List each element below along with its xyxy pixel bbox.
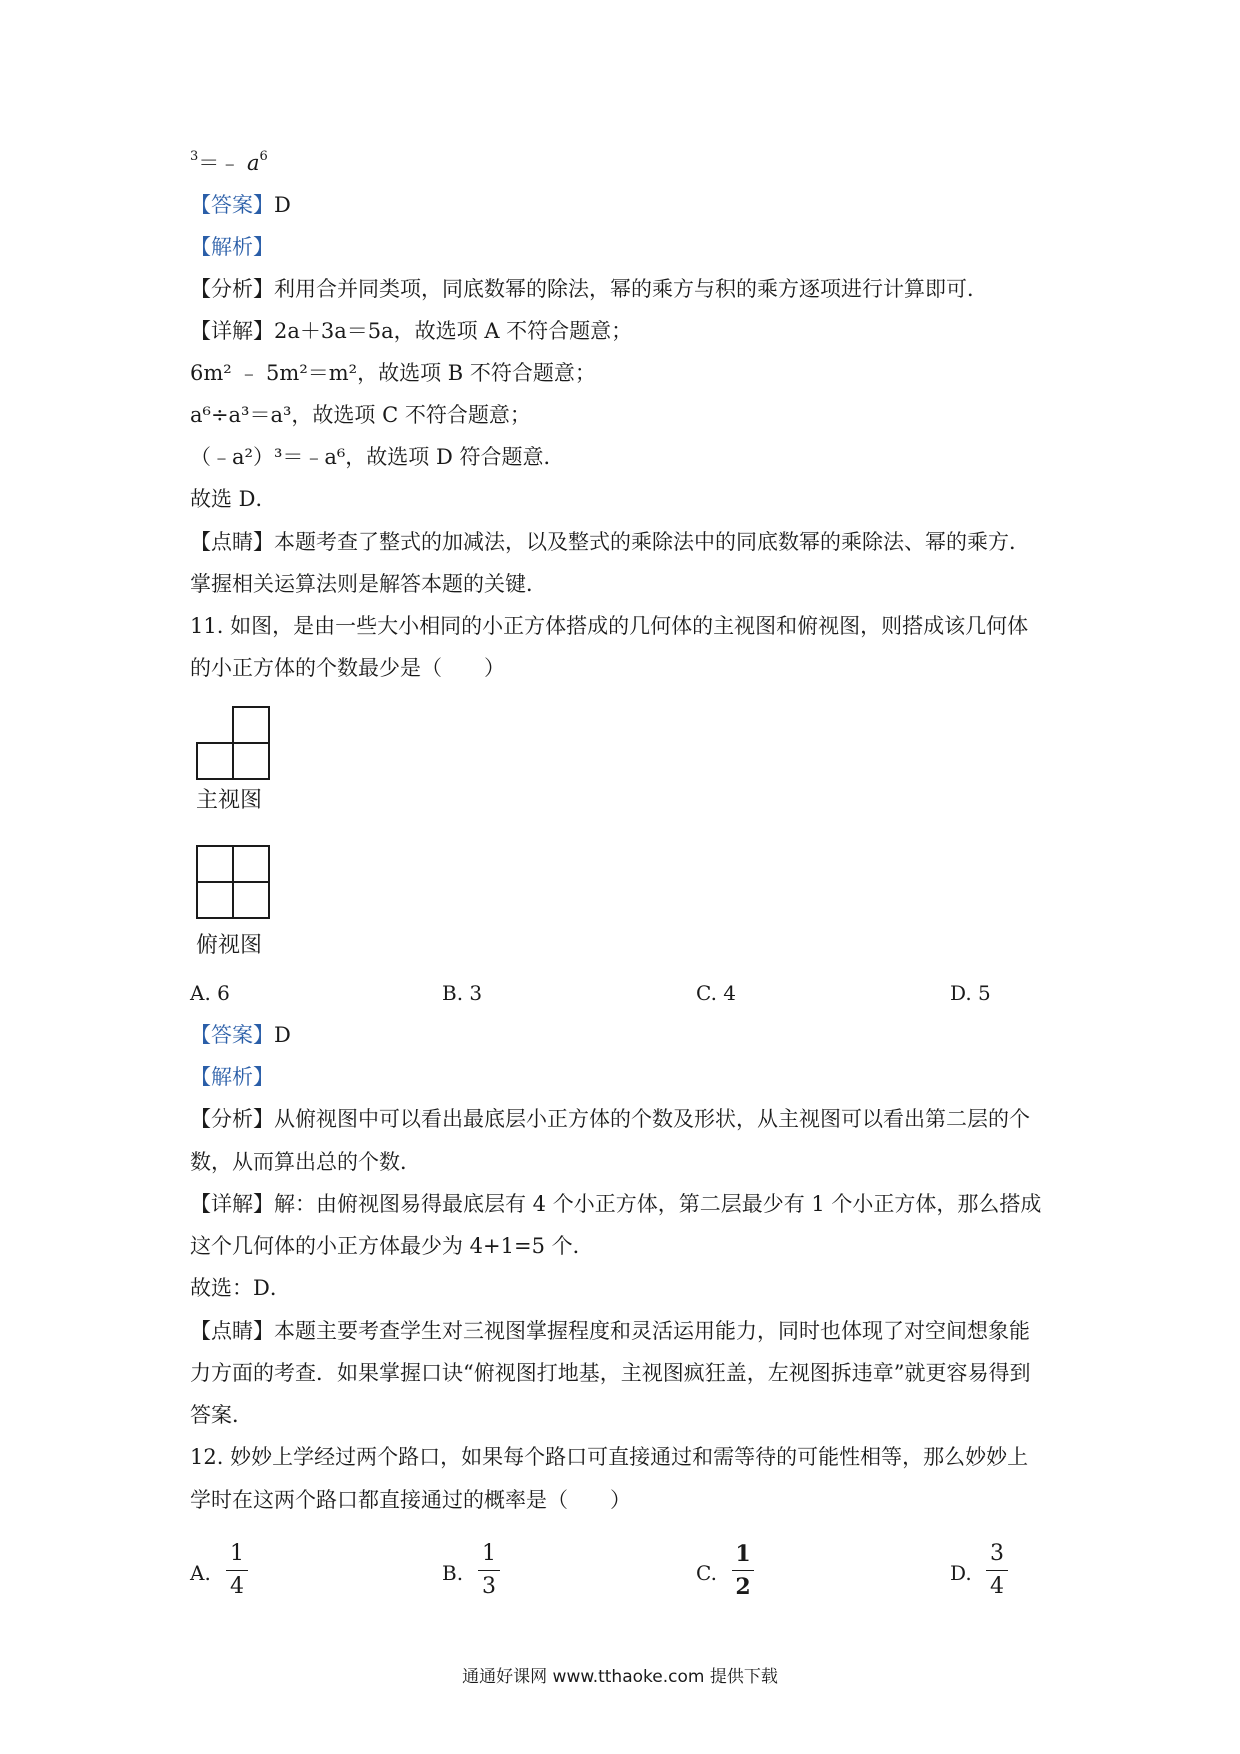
fraction <box>732 1540 754 1601</box>
answer-tag: 【答案】 <box>190 193 274 217</box>
fraction-bar <box>732 1570 754 1571</box>
denominator: 4 <box>230 1574 244 1599</box>
analysis-tag: 【解析】 <box>190 1065 274 1089</box>
analysis-tag: 【解析】 <box>190 235 274 259</box>
q11-fenxi-line-1 <box>190 1104 1030 1134</box>
q11-fenxi-line-2: 数，从而算出总的个数． <box>190 1150 421 1174</box>
denominator: 4 <box>990 1574 1004 1599</box>
exponent: 6 <box>259 149 268 164</box>
front-view-top-square <box>233 707 269 743</box>
comment-text: 本题主要考查学生对三视图掌握程度和灵活运用能力，同时也体现了对空间想象能 <box>274 1319 1030 1343</box>
page-footer: 通通好课网 www.tthaoke.com 提供下载 <box>462 1667 778 1687</box>
q11-comment-line-2: 力方面的考查．如果掌握口诀“俯视图打地基，主视图疯狂盖，左视图拆违章”就更容易得到 <box>190 1361 1031 1385</box>
top-view-label: 俯视图 <box>196 933 263 958</box>
fraction <box>986 1540 1008 1601</box>
fraction-bar <box>226 1570 248 1571</box>
q11-answer-line <box>190 1020 291 1050</box>
q11-detail-line-1 <box>190 1189 1041 1219</box>
q12-stem-line-1: 12. 妙妙上学经过两个路口，如果每个路口可直接通过和需等待的可能性相等，那么妙妙上 <box>190 1445 1029 1469</box>
q10-comment-line-1 <box>190 527 1030 557</box>
answer-value: D <box>274 193 291 217</box>
q10-detail-line-2: 6m² ﹣ 5m²＝m²，故选项 B 不符合题意； <box>190 361 596 385</box>
top-view-square-2 <box>233 846 269 882</box>
fenxi-text: 利用合并同类项，同底数幂的除法，幂的乘方与积的乘方逐项进行计算即可． <box>274 277 988 301</box>
q11-detail-line-2: 这个几何体的小正方体最少为 4+1=5 个． <box>190 1234 594 1258</box>
q10-fenxi-line <box>190 274 988 304</box>
detail-text: 解：由俯视图易得最底层有 4 个小正方体，第二层最少有 1 个小正方体，那么搭成 <box>274 1192 1042 1216</box>
denominator: 3 <box>482 1574 496 1599</box>
front-view-bottom-right-square <box>233 743 269 779</box>
q10-comment-line-2: 掌握相关运算法则是解答本题的关键． <box>190 572 547 596</box>
q11-option-b: B. 3 <box>442 981 483 1005</box>
option-letter: B. <box>442 1561 464 1585</box>
detail-text: 2a＋3a＝5a，故选项 A 不符合题意； <box>274 319 633 343</box>
q11-option-c: C. 4 <box>696 981 737 1005</box>
q12-stem-line-2: 学时在这两个路口都直接通过的概率是（ ） <box>190 1488 631 1512</box>
q10-conclusion: 故选 D． <box>190 487 277 511</box>
q11-comment-line-1 <box>190 1316 1030 1346</box>
fraction <box>478 1540 500 1601</box>
numerator: 1 <box>482 1541 496 1566</box>
front-view-label: 主视图 <box>196 788 263 813</box>
fenxi-tag: 【分析】 <box>190 1107 274 1131</box>
variable: a <box>246 151 260 175</box>
comment-tag: 【点睛】 <box>190 530 274 554</box>
top-view-square-4 <box>233 882 269 918</box>
q10-answer-line <box>190 190 291 220</box>
q11-conclusion: 故选：D． <box>190 1276 291 1300</box>
option-letter: C. <box>696 1561 717 1585</box>
exponent: 3 <box>190 149 199 164</box>
comment-tag: 【点睛】 <box>190 1319 274 1343</box>
top-view-figure <box>196 845 272 921</box>
fraction <box>226 1540 248 1601</box>
fenxi-text: 从俯视图中可以看出最底层小正方体的个数及形状，从主视图可以看出第二层的个 <box>274 1107 1030 1131</box>
fenxi-tag: 【分析】 <box>190 277 274 301</box>
q10-detail-line-1 <box>190 316 632 346</box>
option-letter: A. <box>190 1561 211 1585</box>
numerator: 3 <box>990 1541 1004 1566</box>
numerator: 1 <box>735 1541 751 1567</box>
detail-tag: 【详解】 <box>190 319 274 343</box>
detail-tag: 【详解】 <box>190 1192 274 1216</box>
answer-value: D <box>274 1023 291 1047</box>
q10-analysis-heading <box>190 232 274 262</box>
q10-tail-line <box>190 148 268 178</box>
equals-minus: ＝﹣ <box>198 151 241 175</box>
top-view-square-3 <box>197 882 233 918</box>
fraction-bar <box>986 1570 1008 1571</box>
q11-option-d: D. 5 <box>950 981 991 1005</box>
q11-analysis-heading <box>190 1062 274 1092</box>
q11-option-a: A. 6 <box>190 981 230 1005</box>
answer-tag: 【答案】 <box>190 1023 274 1047</box>
q11-comment-line-3: 答案． <box>190 1403 253 1427</box>
q11-stem-line-1: 11. 如图，是由一些大小相同的小正方体搭成的几何体的主视图和俯视图，则搭成该几何体 <box>190 614 1029 638</box>
q10-detail-line-4: （﹣a²）³＝﹣a⁶，故选项 D 符合题意． <box>190 445 565 469</box>
front-view-bottom-left-square <box>197 743 233 779</box>
comment-text: 本题考查了整式的加减法，以及整式的乘除法中的同底数幂的乘除法、幂的乘方． <box>274 530 1030 554</box>
option-letter: D. <box>950 1561 972 1585</box>
top-view-square-1 <box>197 846 233 882</box>
denominator: 2 <box>735 1574 751 1600</box>
front-view-figure <box>196 704 272 780</box>
q11-stem-line-2: 的小正方体的个数最少是（ ） <box>190 656 505 680</box>
numerator: 1 <box>230 1541 244 1566</box>
fraction-bar <box>478 1570 500 1571</box>
q10-detail-line-3: a⁶÷a³＝a³，故选项 C 不符合题意； <box>190 403 531 427</box>
